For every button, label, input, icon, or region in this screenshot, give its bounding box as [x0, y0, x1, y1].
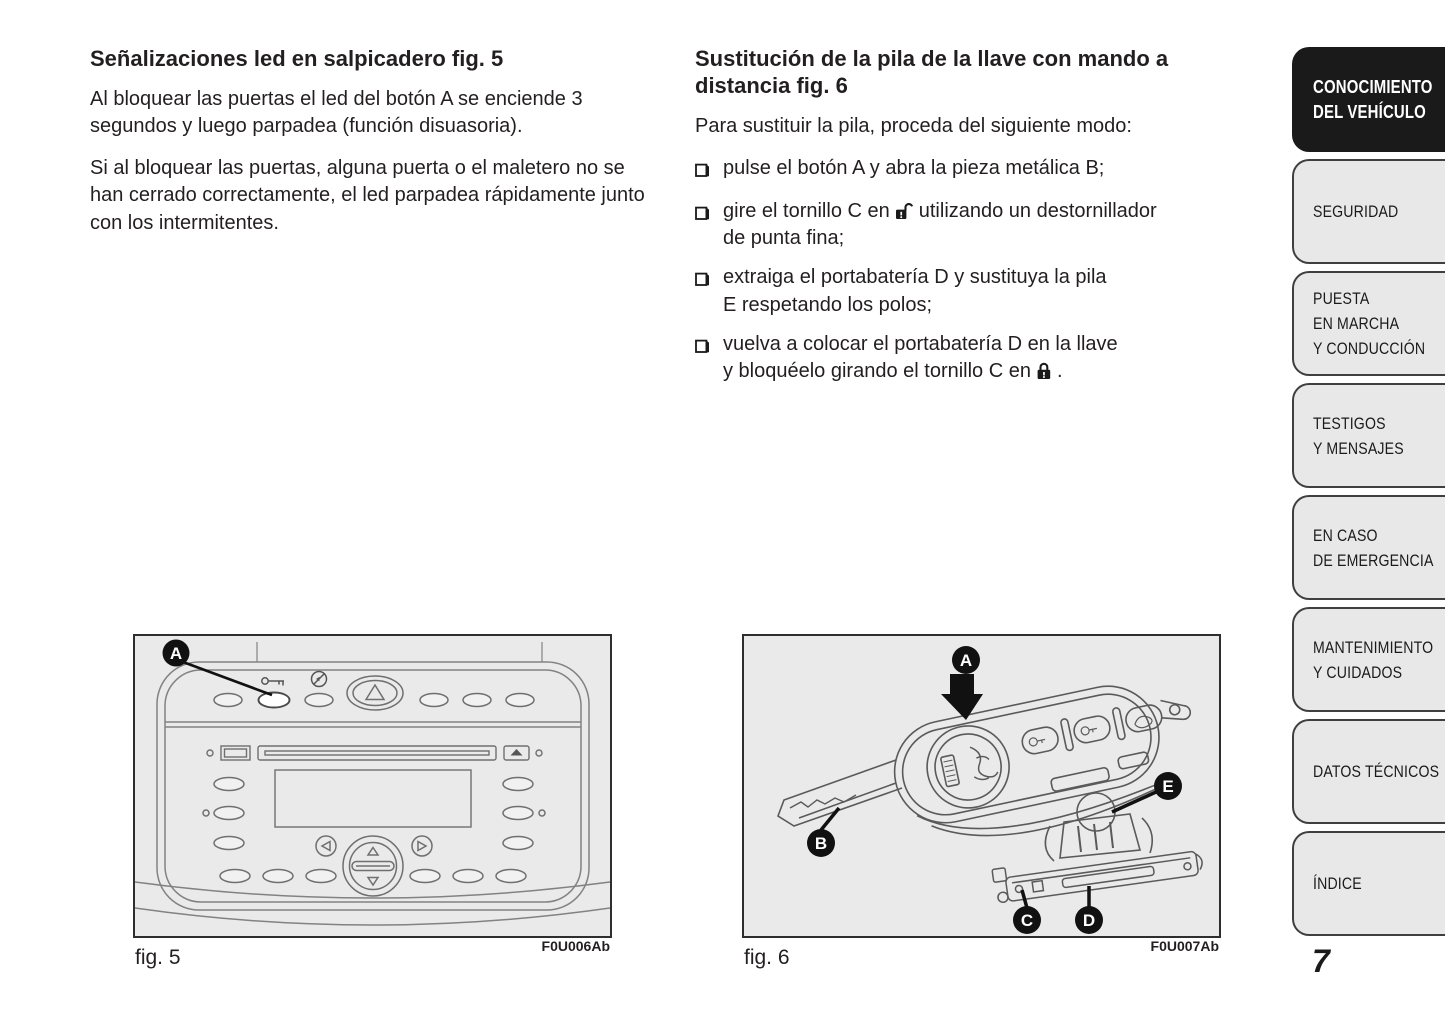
scorpion-logo — [968, 743, 999, 782]
tab-label: CONOCIMIENTO — [1313, 76, 1433, 97]
sidebar-tab-conocimiento-del-vehiculo[interactable] — [1292, 47, 1445, 152]
fob-logo-button — [919, 718, 1016, 815]
section-tabs-sidebar — [1292, 47, 1445, 943]
sidebar-tab-datos-tecnicos[interactable] — [1292, 719, 1445, 824]
tab-label: DATOS TÉCNICOS — [1313, 762, 1440, 781]
instruction-step — [695, 331, 1251, 385]
sidebar-tab-mantenimiento-y-cuidados[interactable] — [1292, 607, 1445, 712]
checkbox-bullet-icon — [695, 202, 710, 252]
checkbox-bullet-icon — [695, 268, 710, 318]
tab-label: SEGURIDAD — [1313, 202, 1399, 221]
figure-label: fig. 5 — [135, 946, 181, 969]
tab-label: EN CASO — [1313, 525, 1378, 545]
figure-code: F0U007Ab — [1150, 938, 1219, 954]
paragraph: Si al bloquear las puertas, alguna puerta o el maletero no se han cerrado correctamente, el led parpadea rápidamente junto con los intermitentes. — [90, 157, 645, 234]
eject-icon — [511, 749, 523, 756]
unlock-icon — [895, 202, 914, 220]
step-text: y bloquéelo girando el tornillo C en — [723, 359, 1031, 382]
sidebar-tab-en-caso-de-emergencia[interactable] — [1292, 495, 1445, 600]
intro-text: Para sustituir la pila, proceda del siguiente modo: — [695, 114, 1132, 137]
figure-caption — [135, 936, 610, 980]
instruction-step — [695, 198, 1251, 252]
figure-dashboard-led-panel — [133, 634, 612, 969]
step-text: E respetando los polos; — [723, 293, 933, 316]
figure-key-remote-battery — [742, 634, 1221, 969]
instruction-list — [695, 155, 1251, 385]
tab-label: PUESTA — [1313, 289, 1370, 308]
left-column — [90, 46, 650, 252]
instruction-step — [695, 264, 1251, 318]
door-lock-button — [259, 693, 290, 708]
step-text: . — [1056, 359, 1063, 382]
tab-label: DEL VEHÍCULO — [1313, 101, 1426, 122]
instruction-step — [695, 155, 1251, 186]
tab-label: MANTENIMIENTO — [1313, 637, 1434, 657]
step-text: de punta fina; — [723, 227, 845, 250]
sidebar-tab-puesta-en-marcha[interactable] — [1292, 271, 1445, 376]
page-number: 7 — [1312, 943, 1330, 979]
step-text: pulse el botón A y abra la pieza metálica B; — [723, 156, 1105, 179]
lock-icon — [1036, 362, 1052, 380]
section-heading-led-indicators: Señalizaciones led en salpicadero fig. 5 — [90, 46, 504, 71]
tab-label: TESTIGOS — [1313, 413, 1386, 433]
checkbox-bullet-icon — [695, 335, 710, 385]
sidebar-tab-testigos-y-mensajes[interactable] — [1292, 383, 1445, 488]
tab-label: DE EMERGENCIA — [1313, 550, 1434, 570]
step-text: gire el tornillo C en — [723, 200, 890, 223]
tab-label: ÍNDICE — [1313, 874, 1362, 893]
speed-limiter-off-icon — [312, 672, 327, 687]
sidebar-tab-indice[interactable] — [1292, 831, 1445, 936]
svg-text:A: A — [169, 644, 183, 663]
key-blade — [778, 760, 902, 826]
figure-label: fig. 6 — [744, 946, 790, 969]
paragraph: Al bloquear las puertas el led del botón A se enciende 3 segundos y luego parpadea (función disuasoria). — [90, 87, 583, 138]
radio-display — [275, 770, 471, 827]
svg-text:D: D — [1082, 911, 1096, 930]
tab-label: EN MARCHA — [1313, 314, 1400, 333]
dashboard-panel-drawing — [135, 636, 610, 936]
sidebar-tab-seguridad[interactable] — [1292, 159, 1445, 264]
tab-label: Y MENSAJES — [1313, 438, 1404, 458]
svg-text:C: C — [1020, 911, 1034, 930]
svg-text:E: E — [1162, 777, 1174, 796]
battery-cell — [1045, 793, 1152, 861]
section-heading-battery-replacement: Sustitución de la pila de la llave con mando a distancia fig. 6 — [695, 46, 1169, 98]
svg-text:A: A — [959, 651, 973, 670]
key-icon — [262, 678, 284, 686]
svg-text:B: B — [814, 834, 828, 853]
step-text: utilizando un destornillador — [918, 200, 1157, 223]
figure-code: F0U006Ab — [541, 938, 610, 954]
step-text: extraiga el portabatería D y sustituya la pila — [723, 266, 1107, 289]
callout-C — [1013, 890, 1041, 934]
tab-label: Y CUIDADOS — [1313, 662, 1403, 682]
tab-label: Y CONDUCCIÓN — [1313, 339, 1426, 358]
callout-D — [1075, 886, 1103, 934]
key-remote-drawing — [744, 636, 1219, 936]
callout-A — [941, 646, 983, 720]
figure-caption — [744, 936, 1219, 980]
right-column — [695, 46, 1251, 397]
step-text: vuelva a colocar el portabatería D en la llave — [723, 332, 1118, 355]
step-text-line2 — [723, 358, 1251, 385]
checkbox-bullet-icon — [695, 159, 710, 186]
